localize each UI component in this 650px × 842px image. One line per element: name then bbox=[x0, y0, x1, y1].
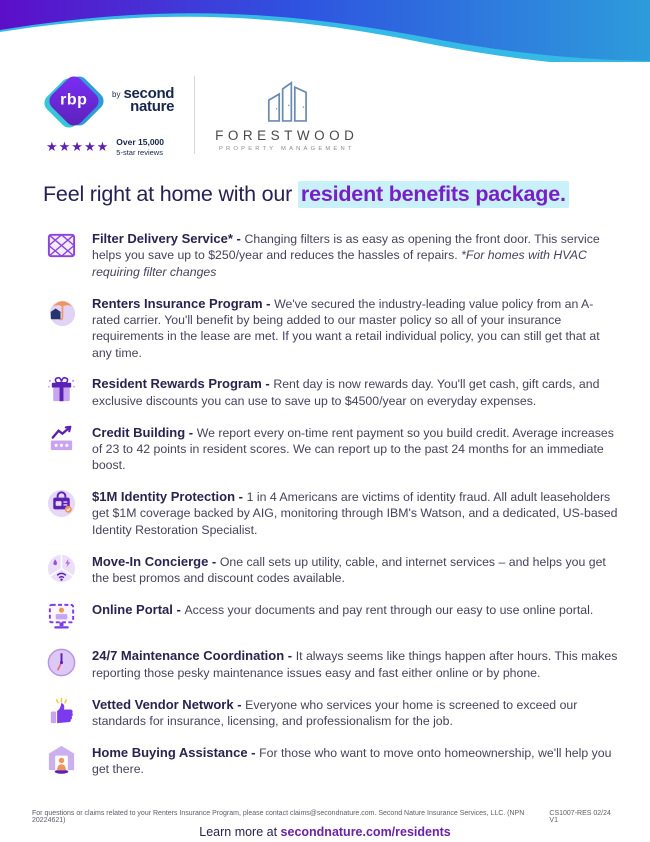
benefit-move-in-concierge bbox=[45, 552, 620, 587]
benefit-credit-building bbox=[45, 423, 620, 474]
rbp-logo-text: rbp bbox=[60, 92, 88, 109]
benefit-identity-protection bbox=[45, 487, 620, 538]
benefit-desc: Access your documents and pay rent through our easy to use online portal. bbox=[184, 602, 594, 617]
learn-more-link[interactable]: secondnature.com/residents bbox=[280, 825, 451, 840]
rbp-brand-block bbox=[46, 73, 174, 157]
benefit-home-buying bbox=[45, 743, 620, 778]
learn-more-line bbox=[0, 825, 650, 839]
footer-doc-code: CS1007-RES 02/24 V1 bbox=[549, 810, 611, 824]
benefit-desc: 1 in 4 Americans are victims of identity fraud. All adult leaseholders get $1M coverage backed by AIG, monitoring through IBM's Watson, and a dedicated, US-based Identity Restoration Specialist. bbox=[92, 490, 618, 537]
benefit-note: *For homes with HVAC requiring filter changes bbox=[92, 248, 587, 279]
filter-icon bbox=[45, 229, 78, 262]
logo-divider bbox=[194, 76, 195, 154]
benefit-desc: It always seems like things happen after hours. This makes reporting those pesky maintenance issues easy and fast either online or by phone. bbox=[92, 649, 618, 680]
monitor-icon bbox=[45, 600, 78, 633]
benefit-filter-delivery bbox=[45, 229, 620, 280]
title-prefix: Feel right at home with our bbox=[43, 182, 298, 206]
benefit-desc: For those who want to move onto homeownership, we'll help you get there. bbox=[92, 745, 612, 777]
benefit-title: Vetted Vendor Network - bbox=[92, 696, 246, 712]
utilities-icon bbox=[45, 552, 78, 585]
brand-line2: nature bbox=[130, 98, 175, 115]
benefit-title: Renters Insurance Program - bbox=[92, 295, 275, 311]
title-highlight: resident benefits package. bbox=[298, 181, 569, 208]
page-title bbox=[43, 182, 620, 207]
benefit-renters-insurance bbox=[45, 294, 620, 361]
gift-icon bbox=[45, 374, 78, 407]
benefit-vetted-vendors bbox=[45, 695, 620, 730]
benefit-title: Credit Building - bbox=[92, 424, 197, 440]
benefit-title: $1M Identity Protection - bbox=[92, 489, 247, 505]
reviews-count: Over 15,000 bbox=[116, 137, 165, 147]
benefit-online-portal bbox=[45, 600, 620, 633]
reviews-badge bbox=[46, 137, 174, 157]
five-star-rating-icon: ★★★★★ bbox=[46, 139, 110, 154]
rbp-logo-icon bbox=[46, 73, 102, 129]
umbrella-house-icon bbox=[45, 294, 78, 327]
footer-disclaimer: For questions or claims related to your Renters Insurance Program, please contact claims@secondnature.com. Second Nature Insurance Services, LLC. (NPN 20224621) bbox=[32, 810, 525, 824]
buildings-icon bbox=[261, 78, 313, 124]
partner-logo-block bbox=[215, 78, 358, 152]
id-lock-icon bbox=[45, 487, 78, 520]
second-nature-wordmark bbox=[112, 85, 175, 115]
benefit-title: Online Portal - bbox=[92, 601, 185, 617]
benefit-desc: Everyone who services your home is screened to exceed our standards for insurance, licensing, and professionalism for the job. bbox=[92, 697, 578, 728]
benefit-title: Filter Delivery Service* - bbox=[92, 231, 245, 246]
benefit-resident-rewards bbox=[45, 374, 620, 409]
benefit-title: 24/7 Maintenance Coordination - bbox=[92, 648, 296, 664]
benefit-desc: We report every on-time rent payment so you build credit. Average increases of 23 to 42 points in resident scores. We can report up to the past 24 months for an immediate boost. bbox=[92, 425, 614, 473]
header-wave-banner bbox=[0, 0, 650, 62]
house-person-icon bbox=[45, 743, 78, 776]
fine-print-footer bbox=[0, 810, 650, 824]
benefit-title: Home Buying Assistance - bbox=[92, 744, 260, 760]
benefit-desc: Rent day is now rewards day. You'll get cash, gift cards, and exclusive discounts you can use to save up to $4500/year on everyday expenses. bbox=[92, 377, 600, 408]
partner-name: FORESTWOOD bbox=[215, 128, 359, 143]
benefit-desc: One call sets up utility, cable, and internet services – and helps you get the best promos and discount codes available. bbox=[92, 554, 606, 585]
benefits-list bbox=[0, 223, 650, 777]
learn-more-prefix: Learn more at bbox=[199, 825, 281, 840]
clock-icon bbox=[45, 646, 78, 679]
benefit-title: Resident Rewards Program - bbox=[92, 376, 274, 392]
credit-chart-icon bbox=[45, 423, 78, 456]
reviews-caption: 5-star reviews bbox=[116, 147, 163, 157]
benefit-desc: Changing filters is as easy as opening the front door. This service helps you save up to $250/year and reduces the hassles of repairs. bbox=[92, 232, 600, 263]
benefit-maintenance bbox=[45, 646, 620, 681]
benefit-desc: We've secured the industry-leading value policy from an A-rated carrier. You'll benefit by being added to our master policy so all of your insurance requirements in the lease are met. If you want a retail individual policy, you can still get that at any time. bbox=[92, 296, 600, 360]
benefit-title: Move-In Concierge - bbox=[92, 553, 220, 569]
partner-subtitle: PROPERTY MANAGEMENT bbox=[218, 146, 355, 152]
by-label: by bbox=[112, 90, 121, 100]
header-logos bbox=[0, 62, 650, 158]
brand-line1: second bbox=[123, 85, 175, 103]
thumbs-up-icon bbox=[45, 695, 78, 728]
